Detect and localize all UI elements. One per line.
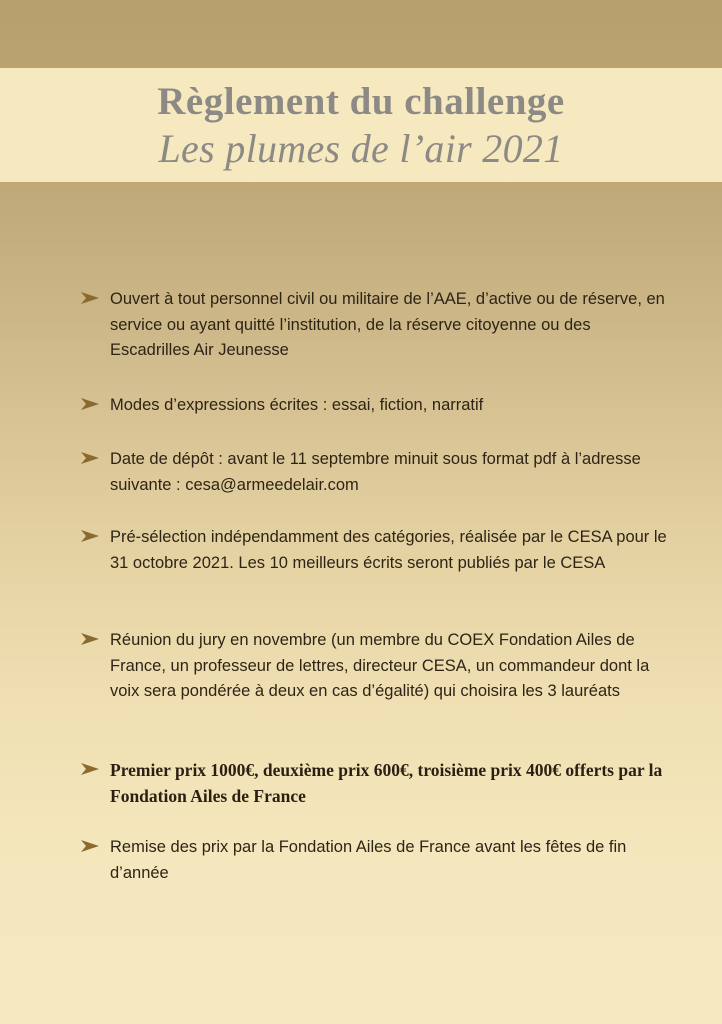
page-subtitle: Les plumes de l’air 2021 bbox=[158, 126, 564, 171]
rule-text-prizes: Premier prix 1000€, deuxième prix 600€, troisième prix 400€ offerts par la Fondation Ailes de France bbox=[110, 760, 663, 806]
rule-text: Ouvert à tout personnel civil ou militaire de l’AAE, d’active ou de réserve, en service ou ayant quitté l’institution, de la réserve citoyenne ou des Escadrilles Air Jeunesse bbox=[110, 290, 665, 359]
arrowhead-bullet-icon bbox=[80, 448, 100, 468]
arrowhead-bullet-icon bbox=[80, 629, 100, 649]
rule-text: Date de dépôt : avant le 11 septembre minuit sous format pdf à l’adresse suivante : cesa@armeedelair.com bbox=[110, 450, 641, 494]
rule-text: Remise des prix par la Fondation Ailes de France avant les fêtes de fin d’année bbox=[110, 838, 627, 882]
rule-text: Modes d’expressions écrites : essai, fiction, narratif bbox=[110, 396, 484, 414]
arrowhead-bullet-icon bbox=[80, 394, 100, 414]
arrowhead-bullet-icon bbox=[80, 288, 100, 308]
rule-text: Pré-sélection indépendamment des catégories, réalisée par le CESA pour le 31 octobre 2021. Les 10 meilleurs écrits seront publiés par le CESA bbox=[110, 528, 667, 572]
arrowhead-bullet-icon bbox=[80, 836, 100, 856]
rule-text: Réunion du jury en novembre (un membre du COEX Fondation Ailes de France, un professeur de lettres, directeur CESA, un commandeur dont la voix sera pondérée à deux en cas d’égalité) qui choisira les 3 lauréats bbox=[110, 631, 650, 700]
page-title: Règlement du challenge bbox=[157, 80, 565, 123]
arrowhead-bullet-icon bbox=[80, 526, 100, 546]
arrowhead-bullet-icon bbox=[80, 759, 100, 779]
